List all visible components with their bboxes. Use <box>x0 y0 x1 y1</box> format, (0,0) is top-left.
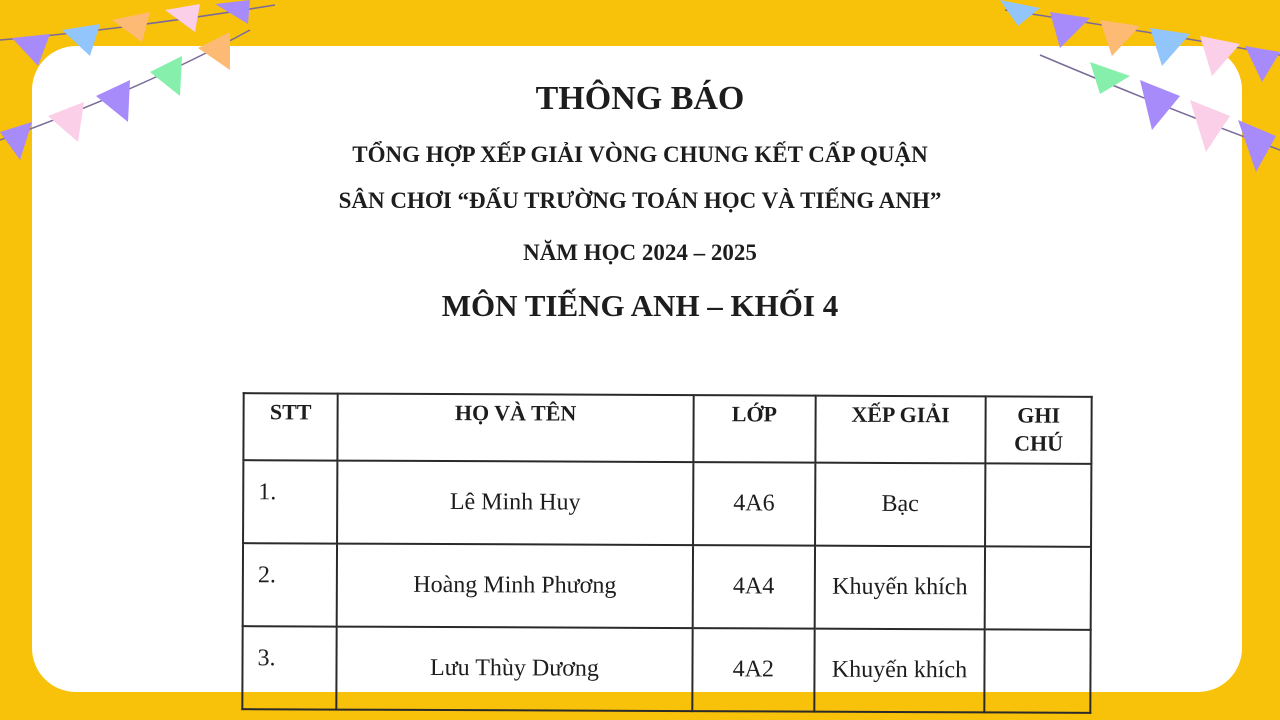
cell-stt: 2. <box>243 543 338 626</box>
announcement-school-year: NĂM HỌC 2024 – 2025 <box>523 240 757 265</box>
header-stt: STT <box>243 393 337 460</box>
announcement-line-1: TỔNG HỢP XẾP GIẢI VÒNG CHUNG KẾT CẤP QUẬN <box>352 142 928 167</box>
header-name: HỌ VÀ TÊN <box>338 394 694 463</box>
header-note-line-2: CHÚ <box>1014 430 1064 456</box>
header-class: LỚP <box>693 395 815 463</box>
header-note-line-1: GHI <box>1017 402 1061 428</box>
cell-note <box>984 629 1090 712</box>
cell-note <box>985 546 1091 629</box>
cell-award: Khuyến khích <box>814 629 985 713</box>
results-table <box>241 392 1092 714</box>
cell-name: Lê Minh Huy <box>337 461 693 546</box>
table-row <box>243 460 1091 547</box>
header-note <box>986 396 1092 463</box>
announcement-subject: MÔN TIẾNG ANH – KHỐI 4 <box>441 288 839 323</box>
cell-class: 4A2 <box>692 628 814 712</box>
header-award: XẾP GIẢI <box>815 396 986 464</box>
cell-stt: 3. <box>242 626 337 709</box>
cell-name: Hoàng Minh Phương <box>337 544 693 629</box>
cell-note <box>985 463 1091 546</box>
cell-award: Khuyến khích <box>814 546 985 630</box>
cell-class: 4A4 <box>692 545 814 629</box>
cell-name: Lưu Thùy Dương <box>336 627 692 712</box>
table-header-row <box>243 393 1091 464</box>
cell-stt: 1. <box>243 460 338 543</box>
cell-award: Bạc <box>815 463 986 547</box>
table-row <box>242 626 1090 713</box>
table-row <box>243 543 1091 630</box>
announcement-line-2: SÂN CHƠI “ĐẤU TRƯỜNG TOÁN HỌC VÀ TIẾNG ANH” <box>338 188 942 213</box>
announcement-heading: THÔNG BÁO <box>535 80 745 117</box>
cell-class: 4A6 <box>693 462 815 546</box>
